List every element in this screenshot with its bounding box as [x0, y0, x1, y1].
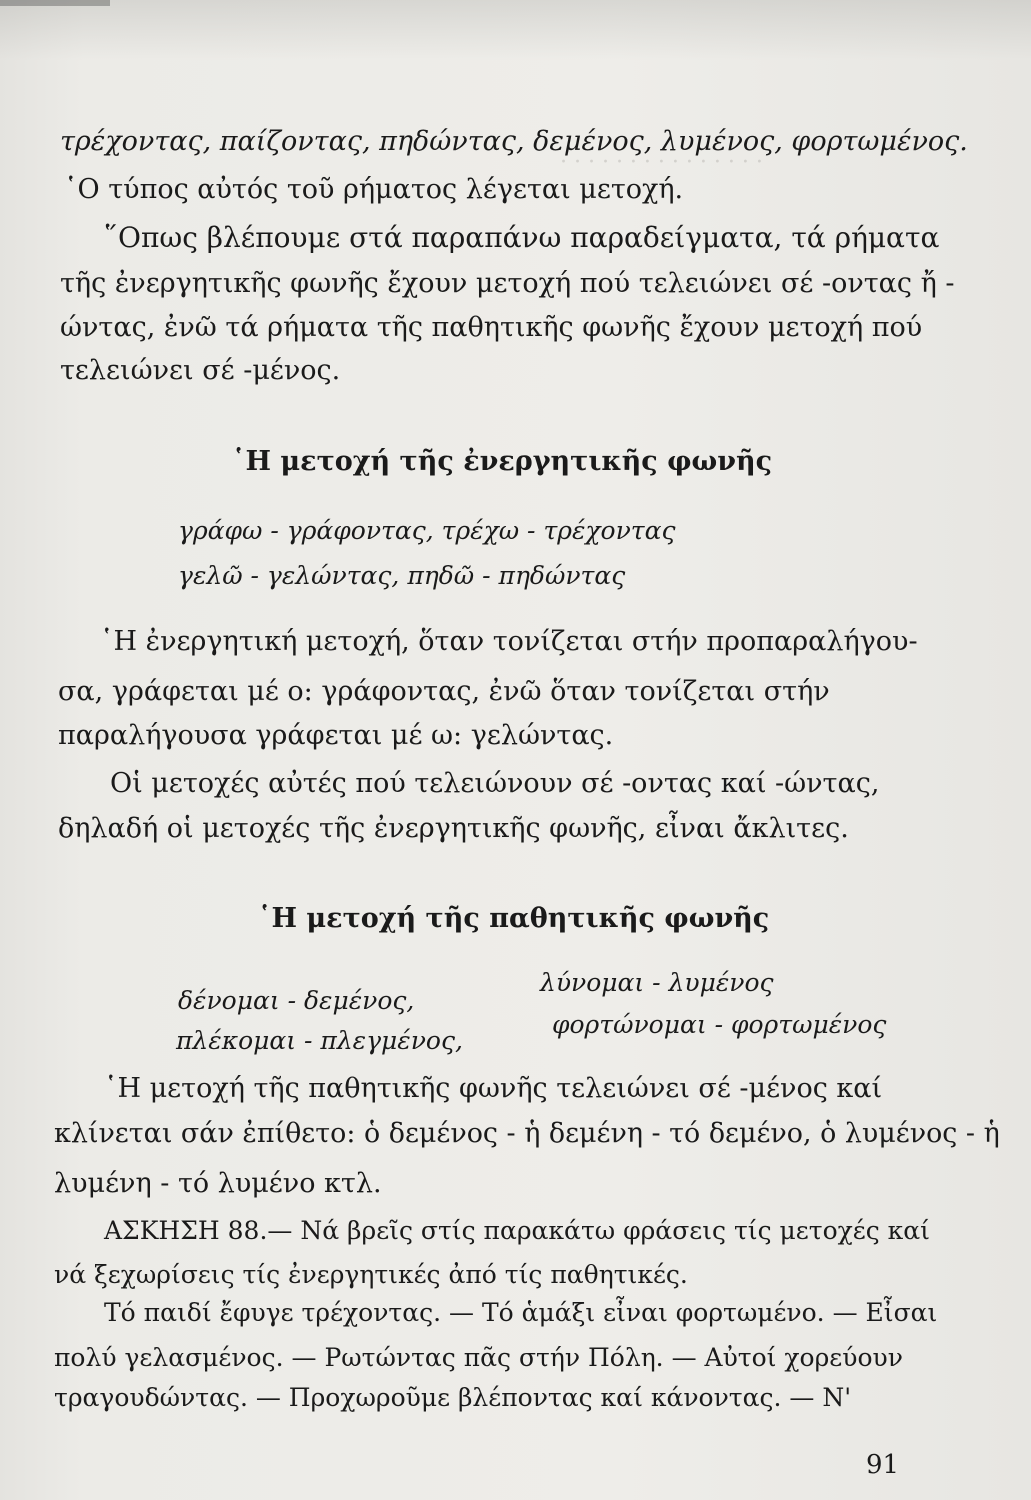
text-line: πολύ γελασμένος. — Ρωτώντας πᾶς στήν Πόλη. — Αὐτοί χορεύουν	[54, 1343, 903, 1372]
example-line: φορτώνομαι - φορτωμένος	[552, 1010, 887, 1039]
text-line: ῞Οπως βλέπουμε στά παραπάνω παραδείγματα, τά ρήματα	[104, 221, 940, 254]
section-heading: ῾Η μετοχή τῆς ἐνεργητικῆς φωνῆς	[232, 446, 773, 477]
example-line: πλέκομαι - πλεγμένος,	[176, 1026, 463, 1055]
text-line: παραλήγουσα γράφεται μέ ω: γελώντας.	[58, 720, 614, 751]
text-line: ῾Ο τύπος αὐτός τοῦ ρήματος λέγεται μετοχή.	[64, 174, 684, 205]
text-line: τραγουδώντας. — Προχωροῦμε βλέποντας καί κάνοντας. — Ν'	[54, 1383, 852, 1412]
text-line: ῾Η μετοχή τῆς παθητικῆς φωνῆς τελειώνει σέ -μένος καί	[104, 1073, 883, 1104]
scan-shadow	[0, 0, 1031, 60]
example-line: γράφω - γράφοντας, τρέχω - τρέχοντας	[178, 516, 676, 545]
text-line: λυμένη - τό λυμένο κτλ.	[54, 1168, 382, 1199]
text-line: νά ξεχωρίσεις τίς ἐνεργητικές ἀπό τίς παθητικές.	[54, 1260, 688, 1289]
text-line: τρέχοντας, παίζοντας, πηδώντας, δεμένος, λυμένος, φορτωμένος.	[60, 126, 968, 157]
text-line: ώντας, ἐνῶ τά ρήματα τῆς παθητικῆς φωνῆς ἔχουν μετοχή πού	[60, 312, 923, 343]
text-line: τῆς ἐνεργητικῆς φωνῆς ἔχουν μετοχή πού τελειώνει σέ -οντας ἤ -	[60, 268, 955, 299]
example-line: δένομαι - δεμένος,	[178, 986, 415, 1015]
page-number: 91	[866, 1450, 900, 1480]
scan-edge	[0, 0, 110, 6]
text-line: ῾Η ἐνεργητική μετοχή, ὅταν τονίζεται στήν προπαραλήγου-	[100, 626, 918, 657]
bleed-through: · · · · · · · · · · · · · · ·	[560, 150, 763, 175]
text-line: Οἱ μετοχές αὐτές πού τελειώνουν σέ -οντας καί -ώντας,	[110, 768, 880, 799]
text-line: σα, γράφεται μέ ο: γράφοντας, ἐνῶ ὅταν τονίζεται στήν	[58, 676, 830, 707]
text-line: κλίνεται σάν ἐπίθετο: ὁ δεμένος - ἡ δεμένη - τό δεμένο, ὁ λυμένος - ἡ	[54, 1118, 1000, 1149]
example-line: λύνομαι - λυμένος	[540, 968, 774, 997]
text-line: δηλαδή οἱ μετοχές τῆς ἐνεργητικῆς φωνῆς, εἶναι ἄκλιτες.	[58, 813, 849, 844]
text-line: Τό παιδί ἔφυγε τρέχοντας. — Τό ἁμάξι εἶναι φορτωμένο. — Εἶσαι	[104, 1298, 938, 1327]
section-heading: ῾Η μετοχή τῆς παθητικῆς φωνῆς	[258, 903, 770, 934]
example-line: γελῶ - γελώντας, πηδῶ - πηδώντας	[178, 561, 626, 590]
exercise-title: ΑΣΚΗΣΗ 88.— Νά βρεῖς στίς παρακάτω φράσεις τίς μετοχές καί	[104, 1216, 930, 1245]
text-line: τελειώνει σέ -μένος.	[60, 355, 341, 386]
